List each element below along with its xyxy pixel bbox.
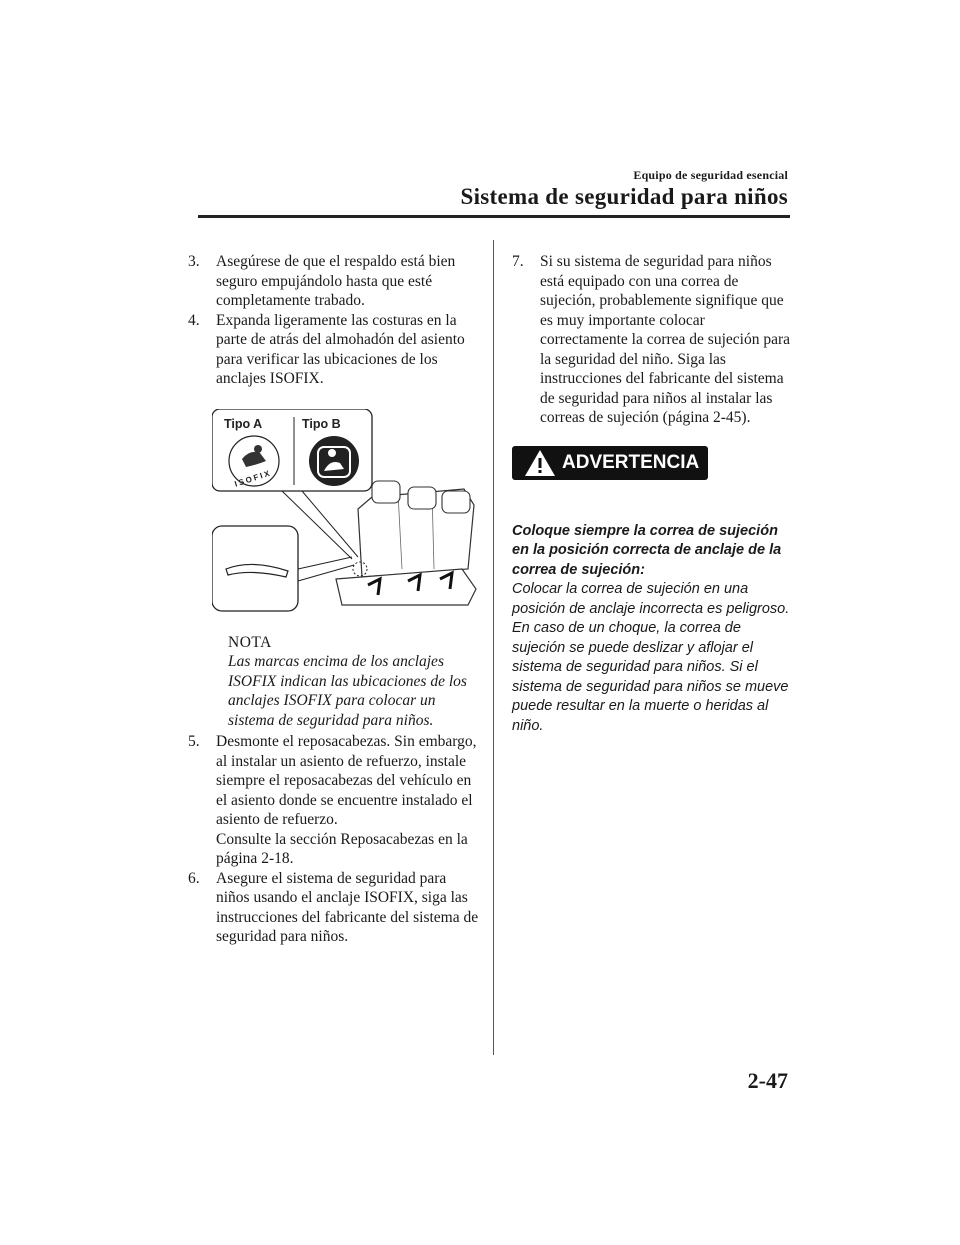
warning-icon	[524, 448, 556, 478]
step-4	[188, 311, 480, 389]
step-number: 3.	[188, 253, 200, 270]
step-6	[188, 869, 480, 947]
note-title: NOTA	[228, 633, 272, 651]
warning-badge	[512, 446, 708, 480]
warning-label: ADVERTENCIA	[562, 451, 700, 473]
isofix-text: ISOFIX	[233, 467, 273, 489]
note	[228, 633, 480, 731]
step-number: 5.	[188, 733, 200, 750]
isofix-figure	[212, 409, 492, 619]
left-column	[188, 252, 480, 947]
step-number: 7.	[512, 253, 524, 270]
step-7	[512, 252, 792, 428]
warning-text	[512, 522, 792, 737]
step-number: 4.	[188, 311, 200, 329]
step-text: Asegúrese de que el respaldo está bien seguro empujándolo hasta que esté completamente trabado.	[216, 253, 456, 309]
step-text: Asegure el sistema de seguridad para niños usando el anclaje ISOFIX, siga las instrucciones del fabricante del sistema de seguridad para niños.	[216, 869, 479, 945]
warning-heading: Coloque siempre la correa de sujeción en la posición correcta de anclaje de la correa de sujeción:	[512, 522, 782, 578]
page-title: Sistema de seguridad para niños	[460, 184, 788, 209]
step-number: 6.	[188, 869, 200, 887]
right-column	[512, 252, 792, 736]
column-divider	[493, 240, 494, 1055]
step-text: Expanda ligeramente las costuras en la parte de atrás del almohadón del asiento para verificar las ubicaciones de los anclajes ISOFIX.	[216, 311, 465, 387]
step-text-reference: Consulte la sección Reposacabezas en la página 2-18.	[216, 830, 468, 867]
page-number: 2-47	[747, 1068, 788, 1093]
type-a-label: Tipo A	[224, 416, 263, 431]
step-text: Si su sistema de seguridad para niños está equipado con una correa de sujeción, probablemente signifique que es muy importante colocar correctamente la correa de sujeción para la seguridad del niño. Siga las instrucciones del fabricante del sistema de seguridad para niños al instalar las correas de sujeción (página 2-45).	[540, 253, 790, 426]
step-text: Desmonte el reposacabezas. Sin embargo, al instalar un asiento de refuerzo, instale siempre el reposacabezas del vehículo en el asiento donde se encuentre instalado el asiento de refuerzo.	[216, 733, 477, 828]
note-body: Las marcas encima de los anclajes ISOFIX indican las ubicaciones de los anclajes ISOFIX para colocar un sistema de seguridad para niños.	[228, 653, 467, 729]
step-3	[188, 252, 480, 311]
header-rule	[198, 215, 790, 218]
warning-body: Colocar la correa de sujeción en una posición de anclaje incorrecta es peligroso. En caso de un choque, la correa de sujeción se puede deslizar y aflojar el sistema de seguridad para niños. Si el sistema de seguridad para niños se mueve puede resultar en la muerte o heridas al niño.	[512, 581, 790, 734]
seat-illustration	[212, 409, 492, 619]
header-section: Equipo de seguridad esencial	[633, 168, 788, 182]
type-b-label: Tipo B	[302, 416, 341, 431]
step-5	[188, 732, 480, 869]
